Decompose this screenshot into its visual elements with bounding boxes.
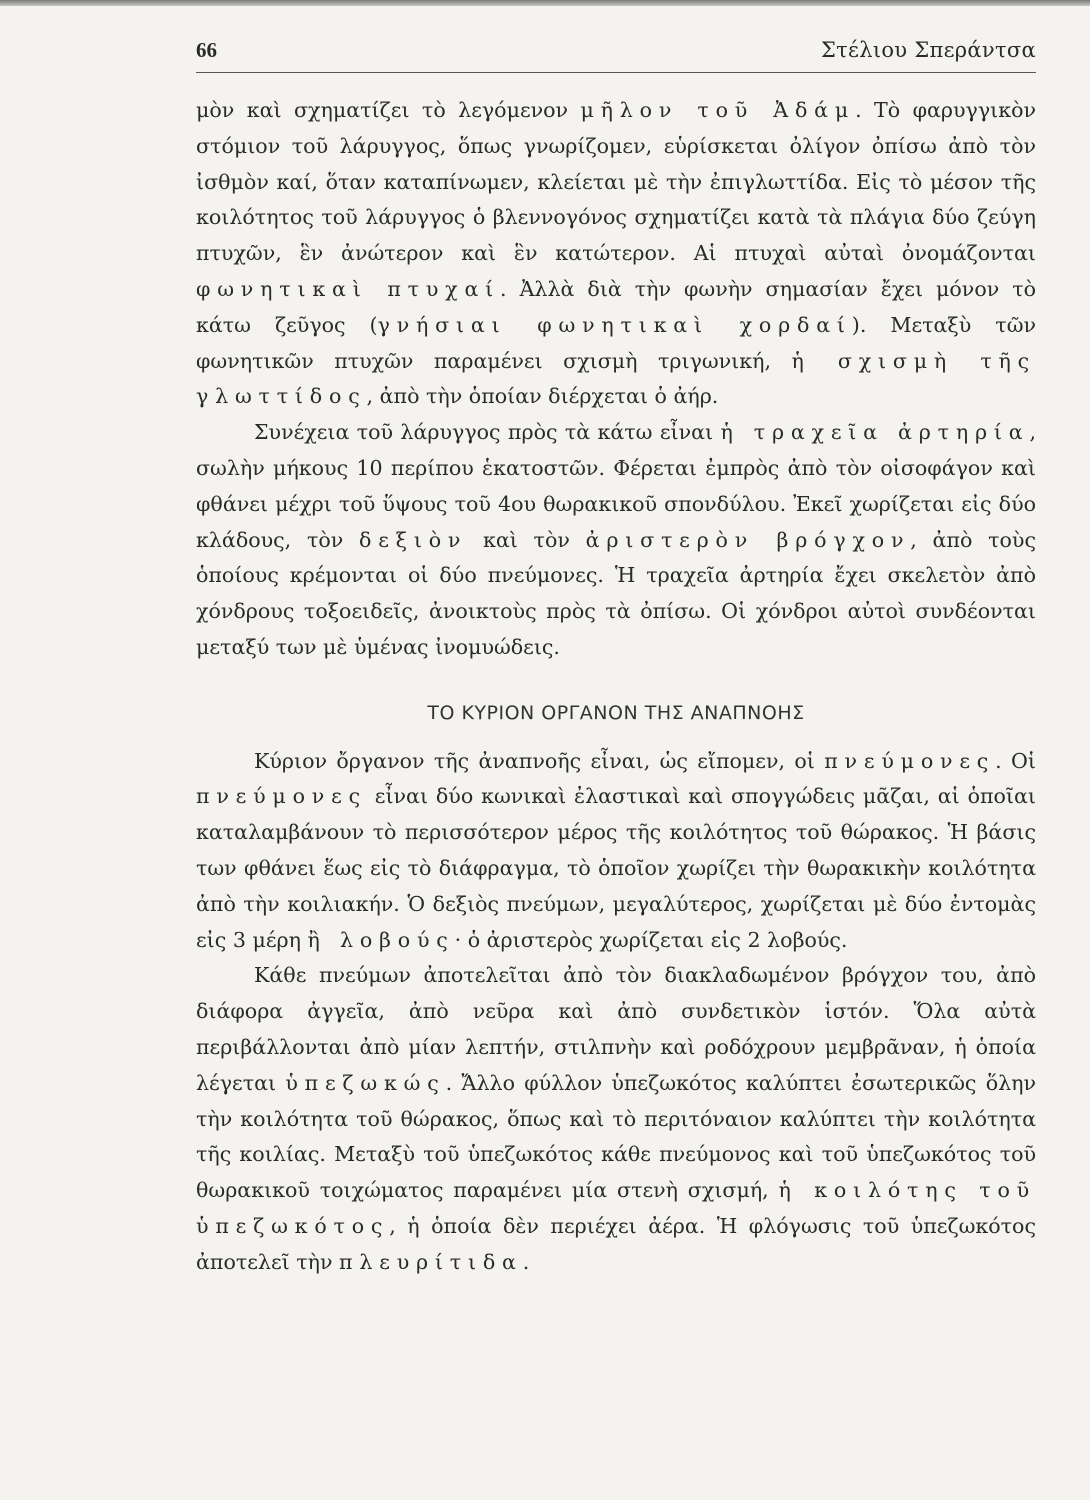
paragraph-trachea: Συνέχεια τοῦ λάρυγγος πρὸς τὰ κάτω εἶναι ἡ τραχεῖα ἀρτηρία, σωλὴν μήκους 10 περίπου ἑκατοστῶν. Φέρεται ἐμπρὸς ἀπὸ τὸν οἰσοφάγον καὶ φθάνει μέχρι τοῦ ὕψους τοῦ 4ου θωρακικοῦ σπονδύλου. Ἐκεῖ χωρίζεται εἰς δύο κλάδους, τὸν δεξιὸν καὶ τὸν ἀριστερὸν βρόγχον, ἀπὸ τοὺς ὁποίους κρέμονται οἱ δύο πνεύμονες. Ἡ τραχεῖα ἀρτηρία ἔχει σκελετὸν ἀπὸ χόνδρους τοξοειδεῖς, ἀνοικτοὺς πρὸς τὰ ὀπίσω. Οἱ χόνδροι αὐτοὶ συνδέονται μεταξύ των μὲ ὑμένας ἰνομυώδεις. (196, 420, 1036, 659)
spaced-term: πνεύμονες (824, 748, 996, 773)
paragraph-lungs: Κύριον ὄργανον τῆς ἀναπνοῆς εἶναι, ὡς εἴπομεν, οἱ πνεύμονες. Οἱ πνεύμονες εἶναι δύο κωνικαὶ ἐλαστικαὶ καὶ σπογγώδεις μᾶζαι, αἱ ὁποῖαι καταλαμβάνουν τὸ περισσότερον μέρος τῆς κοιλότητος τοῦ θώρακος. Ἡ βάσις των φθάνει ἕως εἰς τὸ διάφραγμα, τὸ ὁποῖον χωρίζει τὴν θωρακικὴν κοιλότητα ἀπὸ τὴν κοιλιακήν. Ὁ δεξιὸς πνεύμων, μεγαλύτερος, χωρίζεται μὲ δύο ἐντομὰς εἰς 3 μέρη ἢ λοβούς· ὁ ἀριστερὸς χωρίζεται εἰς 2 λοβούς. (196, 748, 1036, 952)
book-page (196, 38, 1036, 1281)
running-head (196, 38, 1036, 73)
scan-edge (0, 0, 1090, 6)
section-heading: ΤΟ ΚΥΡΙΟΝ ΟΡΓΑΝΟΝ ΤΗΣ ΑΝΑΠΝΟΗΣ (427, 701, 805, 724)
spaced-term: πλευρίτιδα (339, 1249, 523, 1274)
spaced-term: ἢ λοβούς (307, 927, 455, 952)
spaced-term: πνεύμονες (196, 784, 367, 809)
paragraph-larynx-continued: μὸν καὶ σχηματίζει τὸ λεγόμενον μῆλον τοῦ Ἀδάμ. Τὸ φαρυγγικὸν στόμιον τοῦ λάρυγγος, ὅπως γνωρίζομεν, εὑρίσκεται ὀλίγον ὀπίσω ἀπὸ τὸν ἰσθμὸν καί, ὅταν καταπίνωμεν, κλείεται μὲ τὴν ἐπιγλωττίδα. Εἰς τὸ μέσον τῆς κοιλότητος τοῦ λάρυγγος ὁ βλεννογόνος σχηματίζει κατὰ τὰ πλάγια δύο ζεύγη πτυχῶν, ἓν ἀνώτερον καὶ ἓν κατώτερον. Αἱ πτυχαὶ αὐταὶ ὀνομάζονται φωνητικαὶ πτυχαί. Ἀλλὰ διὰ τὴν φωνὴν σημασίαν ἔχει μόνον τὸ κάτω ζεῦγος (γνήσιαι φωνητικαὶ χορδαί). Μεταξὺ τῶν φωνητικῶν πτυχῶν παραμένει σχισμὴ τριγωνική, ἡ σχισμὴ τῆς γλωττίδος, ἀπὸ τὴν ὁποίαν διέρχεται ὁ ἀήρ. (196, 98, 1037, 409)
spaced-term: γνήσιαι φωνητικαὶ χορδαί (377, 312, 852, 337)
body-text (196, 93, 1036, 1281)
spaced-term: φωνητικαὶ πτυχαί (196, 276, 501, 301)
paragraph-pleura: Κάθε πνεύμων ἀποτελεῖται ἀπὸ τὸν διακλαδωμένον βρόγχον του, ἀπὸ διάφορα ἀγγεῖα, ἀπὸ νεῦρα καὶ ἀπὸ συνδετικὸν ἱστόν. Ὅλα αὐτὰ περιβάλλονται ἀπὸ μίαν λεπτήν, στιλπνὴν καὶ ροδόχρουν μεμβρᾶναν, ἡ ὁποία λέγεται ὑπεζωκώς. Ἄλλο φύλλον ὑπεζωκότος καλύπτει ἐσωτερικῶς ὅλην τὴν κοιλότητα τοῦ θώρακος, ὅπως καὶ τὸ περιτόναιον καλύπτει τὴν κοιλότητα τῆς κοιλίας. Μεταξὺ τοῦ ὑπεζωκότος κάθε πνεύμονος καὶ τοῦ ὑπεζωκότος τοῦ θωρακικοῦ τοιχώματος παραμένει μία στενὴ σχισμή, ἡ κοιλότης τοῦ ὑπεζωκότος, ἡ ὁποία δὲν περιέχει ἀέρα. Ἡ φλόγωσις τοῦ ὑπεζωκότος ἀποτελεῖ τὴν πλευρίτιδα. (196, 963, 1037, 1274)
spaced-term: ἡ τραχεῖα ἀρτηρία (720, 420, 1030, 445)
spaced-term: ὑπεζωκώς (285, 1070, 446, 1095)
page-number: 66 (196, 38, 217, 62)
spaced-term: ἀριστερὸν βρόγχον (585, 527, 911, 552)
spaced-term: ἡ σχισμὴ τῆς γλωττίδος (196, 348, 1036, 409)
spaced-term: ἡ κοιλότης τοῦ ὑπεζωκότος (196, 1178, 1036, 1238)
spaced-term: δεξιὸν (359, 527, 468, 552)
spaced-term: μῆλον τοῦ Ἀδάμ (580, 98, 856, 122)
running-title: Στέλιου Σπεράντσα (820, 38, 1036, 62)
